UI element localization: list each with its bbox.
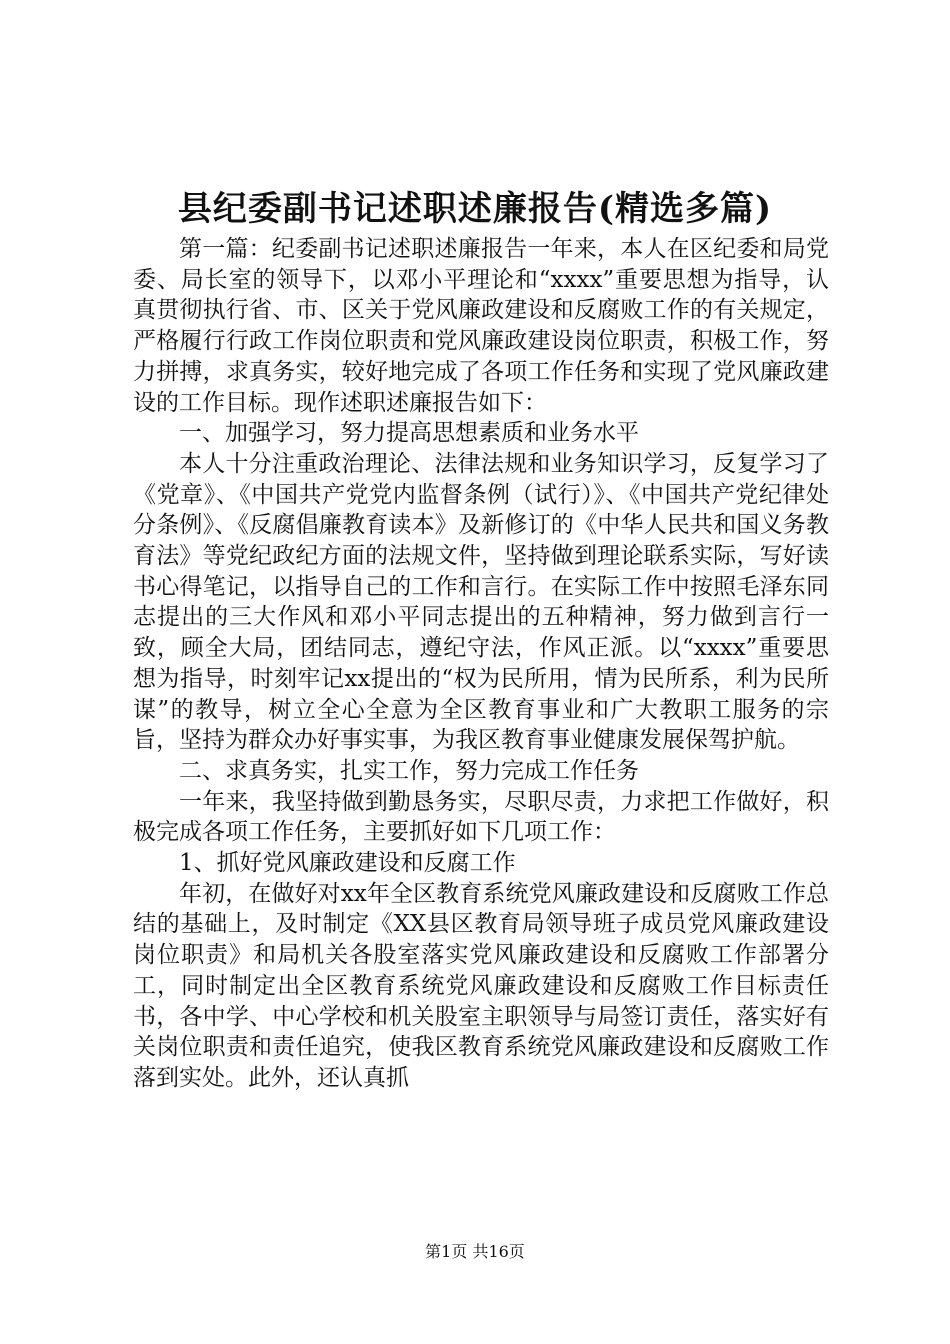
paragraph-work: 一年来，我坚持做到勤恳务实，尽职尽责，力求把工作做好，积极完成各项工作任务，主要抓好如下几项工作： — [133, 788, 829, 846]
paragraph-anticorruption: 年初，在做好对xx年全区教育系统党风廉政建设和反腐败工作总结的基础上，及时制定《XX县区教育局领导班子成员党风廉政建设岗位职责》和局机关各股室落实党风廉政建设和反腐败工作部署分工，同时制定出全区教育系统党风廉政建设和反腐败工作目标责任书，各中学、中心学校和机关股室主职领导与局签订责任，落实好有关岗位职责和责任追究，使我区教育系统党风廉政建设和反腐败工作落到实处。此外，还认真抓 — [133, 880, 829, 1091]
paragraph-intro: 第一篇：纪委副书记述职述廉报告一年来，本人在区纪委和局党委、局长室的领导下，以邓小平理论和“xxxx”重要思想为指导，认真贯彻执行省、市、区关于党风廉政建设和反腐败工作的有关规定，严格履行行政工作岗位职责和党风廉政建设岗位职责，积极工作，努力拼搏，求真务实，较好地完成了各项工作任务和实现了党风廉政建设的工作目标。现作述职述廉报告如下： — [133, 236, 829, 416]
paragraph-study: 本人十分注重政治理论、法律法规和业务知识学习，反复学习了《党章》、《中国共产党党内监督条例（试行）》、《中国共产党纪律处分条例》、《反腐倡廉教育读本》及新修订的《中华人民共和国义务教育法》等党纪政纪方面的法规文件，坚持做到理论联系实际，写好读书心得笔记，以指导自己的工作和言行。在实际工作中按照毛泽东同志提出的三大作风和邓小平同志提出的五种精神，努力做到言行一致，顾全大局，团结同志，遵纪守法，作风正派。以“xxxx”重要思想为指导，时刻牢记xx提出的“权为民所用，情为民所系，利为民所谋”的教导，树立全心全意为全区教育事业和广大教职工服务的宗旨，坚持为群众办好事实事，为我区教育事业健康发展保驾护航。 — [133, 450, 829, 754]
subsection-heading-1: 1、抓好党风廉政建设和反腐工作 — [179, 850, 516, 877]
document-body — [133, 234, 829, 1094]
section-heading-1: 一、加强学习，努力提高思想素质和业务水平 — [179, 420, 639, 447]
section-heading-2: 二、求真务实，扎实工作，努力完成工作任务 — [179, 757, 639, 784]
page-footer: 第1页 共16页 — [425, 1242, 525, 1261]
document-title: 县纪委副书记述职述廉报告(精选多篇) — [177, 189, 773, 229]
